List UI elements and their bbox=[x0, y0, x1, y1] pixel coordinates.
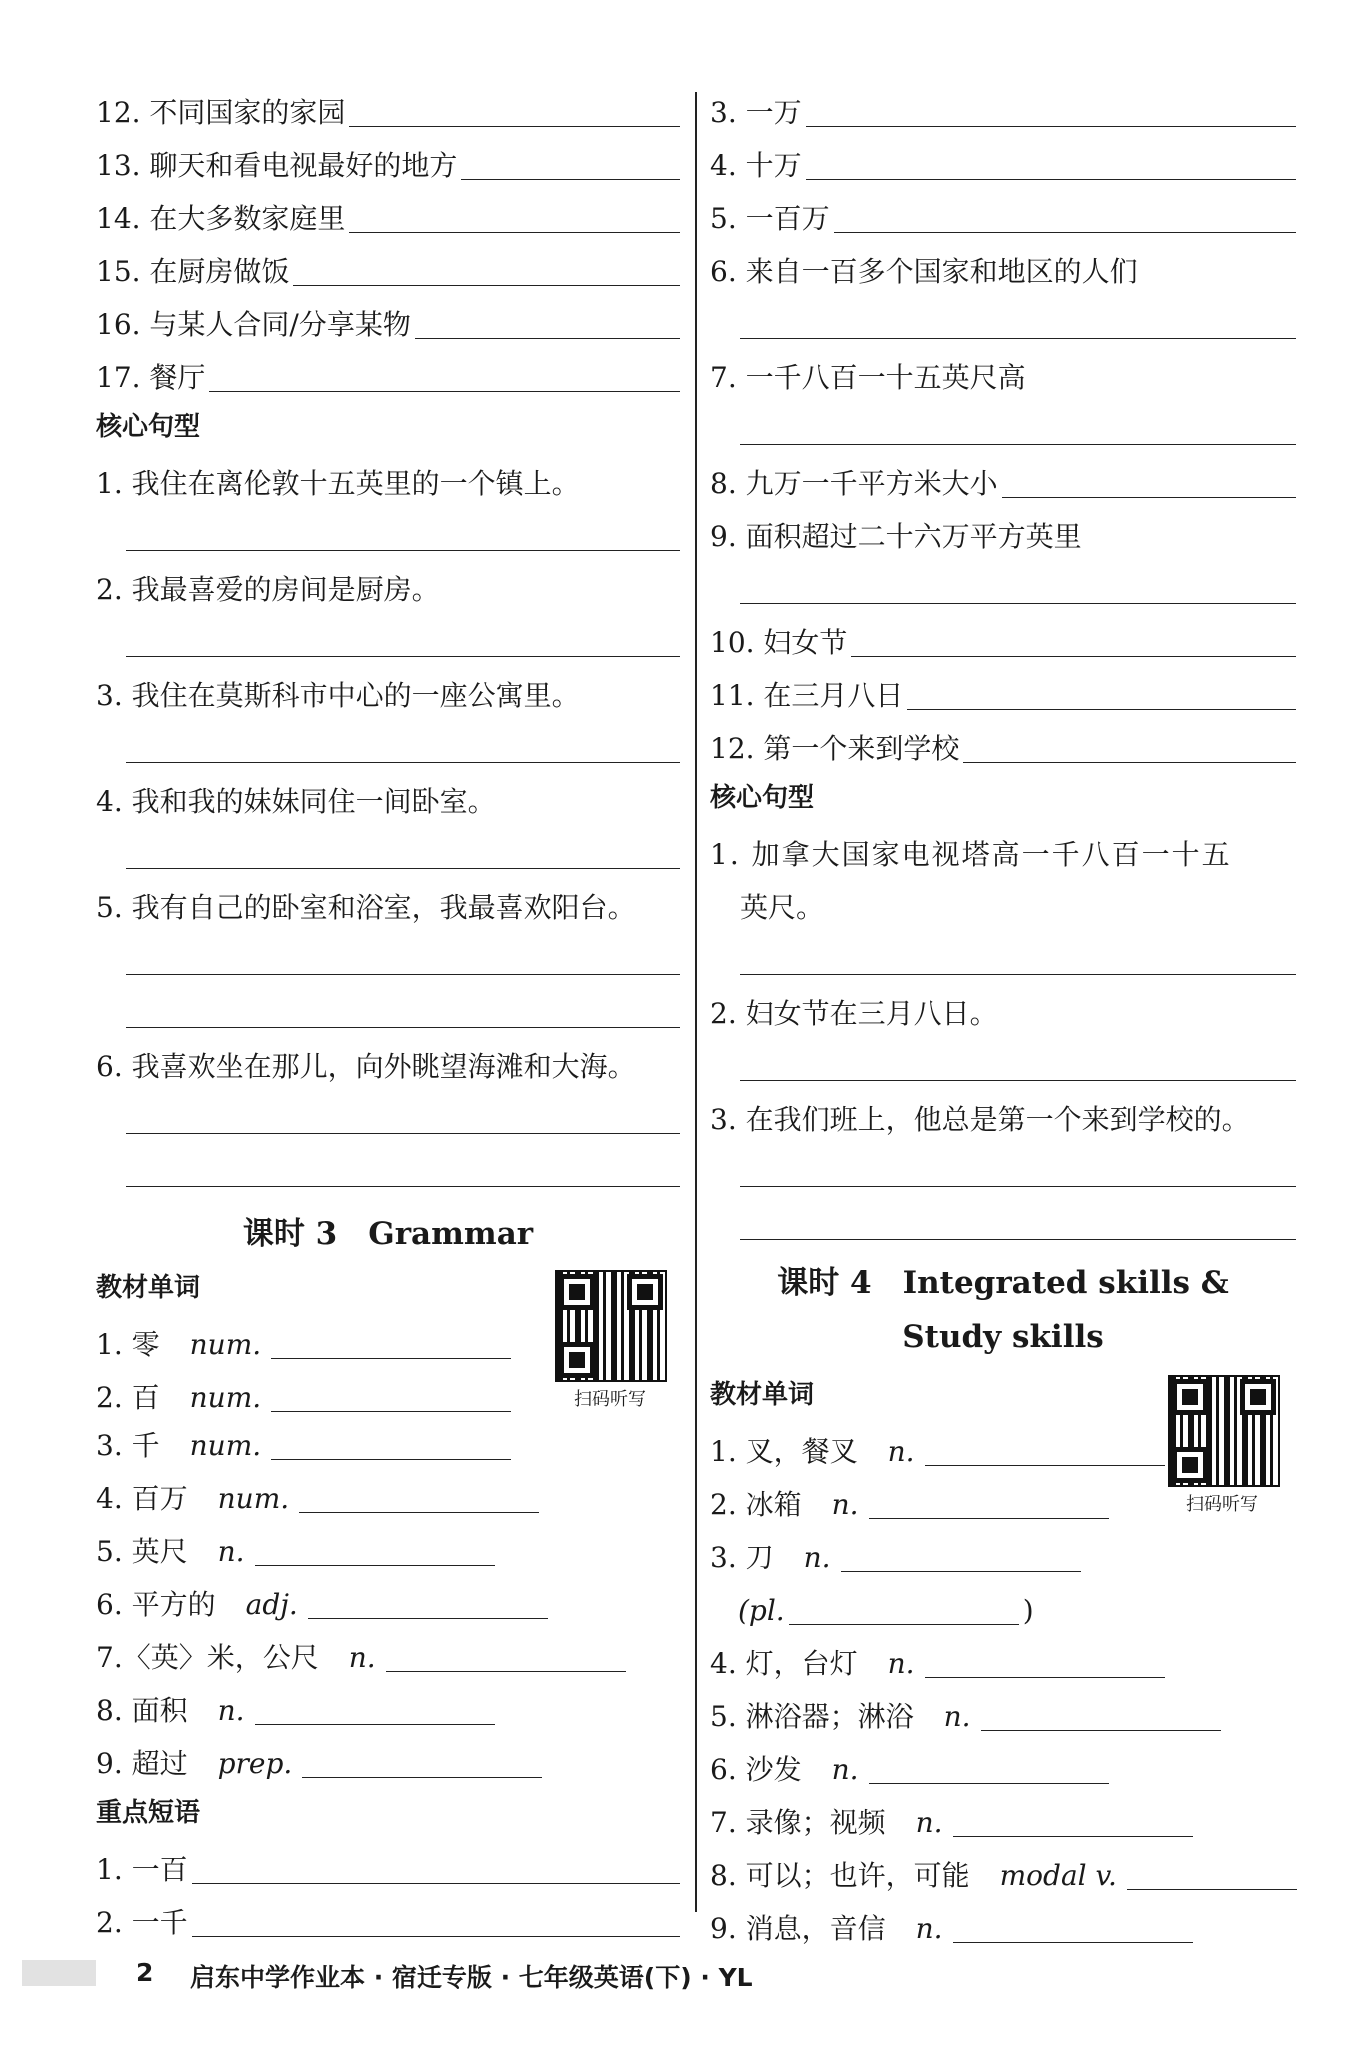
sentence-item: 1. 我住在离伦敦十五英里的一个镇上。 bbox=[96, 467, 580, 500]
answer-line[interactable] bbox=[925, 1464, 1165, 1466]
phrase-item: 9. 面积超过二十六万平方英里 bbox=[710, 520, 1082, 553]
answer-line[interactable] bbox=[925, 1676, 1165, 1678]
word-item: 5. 淋浴器；淋浴 n. bbox=[710, 1684, 1296, 1737]
answer-line[interactable] bbox=[851, 655, 1296, 657]
answer-line[interactable] bbox=[308, 1617, 548, 1619]
answer-line[interactable] bbox=[1002, 496, 1296, 498]
answer-line[interactable] bbox=[126, 1026, 680, 1028]
answer-line[interactable] bbox=[963, 761, 1296, 763]
answer-line[interactable] bbox=[126, 973, 680, 975]
answer-line[interactable] bbox=[271, 1410, 511, 1412]
answer-line[interactable] bbox=[740, 1238, 1296, 1240]
qr-caption: 扫码听写 bbox=[574, 1389, 646, 1410]
word-item: 2. 冰箱 n. bbox=[710, 1472, 1296, 1525]
qr-code-icon[interactable] bbox=[555, 1270, 667, 1382]
answer-line[interactable] bbox=[192, 1935, 680, 1937]
answer-line[interactable] bbox=[1127, 1888, 1297, 1890]
qr-caption: 扫码听写 bbox=[1186, 1494, 1258, 1515]
section-heading-words: 教材单词 bbox=[710, 1380, 815, 1410]
word-item: 7.〈英〉米，公尺 n. bbox=[96, 1625, 680, 1678]
right-column bbox=[710, 80, 1296, 1949]
word-item: 1. 零 num. bbox=[96, 1312, 680, 1365]
answer-line[interactable] bbox=[740, 337, 1296, 339]
sentence-continuation: 英尺。 bbox=[740, 891, 825, 924]
sentence-item: 6. 我喜欢坐在那儿，向外眺望海滩和大海。 bbox=[96, 1050, 636, 1083]
lesson-4-title: 课时 4 Integrated skills & bbox=[777, 1264, 1229, 1301]
plural-item: (pl. ) bbox=[738, 1594, 1034, 1627]
answer-line[interactable] bbox=[953, 1941, 1193, 1943]
answer-line[interactable] bbox=[740, 443, 1296, 445]
phrase-item: 12. 第一个来到学校 bbox=[710, 716, 1296, 769]
word-item: 3. 千 num. bbox=[96, 1418, 680, 1466]
phrase-item: 17. 餐厅 bbox=[96, 345, 680, 398]
sentence-item: 3. 在我们班上，他总是第一个来到学校的。 bbox=[710, 1103, 1250, 1136]
answer-line[interactable] bbox=[271, 1458, 511, 1460]
answer-line[interactable] bbox=[299, 1511, 539, 1513]
answer-line[interactable] bbox=[126, 867, 680, 869]
answer-line[interactable] bbox=[461, 178, 680, 180]
word-item: 6. 沙发 n. bbox=[710, 1737, 1296, 1790]
answer-line[interactable] bbox=[271, 1357, 511, 1359]
answer-line[interactable] bbox=[293, 284, 680, 286]
section-heading-phrases: 重点短语 bbox=[96, 1798, 201, 1828]
answer-line[interactable] bbox=[192, 1882, 680, 1884]
answer-line[interactable] bbox=[126, 549, 680, 551]
phrase-item: 15. 在厨房做饭 bbox=[96, 239, 680, 292]
answer-line[interactable] bbox=[841, 1570, 1081, 1572]
footer-decoration bbox=[22, 1960, 96, 1986]
word-item: 1. 叉，餐叉 n. bbox=[710, 1419, 1296, 1472]
phrase-item: 11. 在三月八日 bbox=[710, 663, 1296, 716]
left-column bbox=[96, 80, 680, 1943]
section-heading-sentences: 核心句型 bbox=[96, 412, 201, 442]
phrase-item: 1. 一百 bbox=[96, 1837, 680, 1890]
phrase-item: 3. 一万 bbox=[710, 80, 1296, 133]
lesson-3-title: 课时 3 Grammar bbox=[242, 1215, 534, 1252]
sentence-item: 4. 我和我的妹妹同住一间卧室。 bbox=[96, 785, 496, 818]
word-item: 5. 英尺 n. bbox=[96, 1519, 680, 1572]
answer-line[interactable] bbox=[349, 231, 680, 233]
sentence-item: 5. 我有自己的卧室和浴室，我最喜欢阳台。 bbox=[96, 891, 636, 924]
word-item: 7. 录像；视频 n. bbox=[710, 1790, 1296, 1843]
word-item: 6. 平方的 adj. bbox=[96, 1572, 680, 1625]
answer-line[interactable] bbox=[953, 1835, 1193, 1837]
section-heading-sentences: 核心句型 bbox=[710, 783, 815, 813]
page-footer bbox=[0, 1956, 1350, 1996]
answer-line[interactable] bbox=[740, 973, 1296, 975]
answer-line[interactable] bbox=[302, 1776, 542, 1778]
word-item: 4. 灯，台灯 n. bbox=[710, 1631, 1296, 1684]
phrase-item: 6. 来自一百多个国家和地区的人们 bbox=[710, 255, 1138, 288]
answer-line[interactable] bbox=[126, 761, 680, 763]
column-divider bbox=[695, 92, 697, 1912]
sentence-item: 1. 加拿大国家电视塔高一千八百一十五 bbox=[710, 838, 1232, 871]
answer-line[interactable] bbox=[255, 1723, 495, 1725]
answer-line[interactable] bbox=[126, 1185, 680, 1187]
answer-line[interactable] bbox=[386, 1670, 626, 1672]
phrase-item: 13. 聊天和看电视最好的地方 bbox=[96, 133, 680, 186]
phrase-item: 16. 与某人合同/分享某物 bbox=[96, 292, 680, 345]
word-item: 4. 百万 num. bbox=[96, 1466, 680, 1519]
answer-line[interactable] bbox=[740, 602, 1296, 604]
word-item: 9. 超过 prep. bbox=[96, 1731, 680, 1784]
answer-line[interactable] bbox=[740, 1185, 1296, 1187]
answer-line[interactable] bbox=[740, 1079, 1296, 1081]
qr-code-icon[interactable] bbox=[1168, 1375, 1280, 1487]
phrase-item: 14. 在大多数家庭里 bbox=[96, 186, 680, 239]
phrase-item: 7. 一千八百一十五英尺高 bbox=[710, 361, 1026, 394]
answer-line[interactable] bbox=[255, 1564, 495, 1566]
section-heading-words: 教材单词 bbox=[96, 1273, 201, 1303]
phrase-item: 10. 妇女节 bbox=[710, 610, 1296, 663]
answer-line[interactable] bbox=[126, 1132, 680, 1134]
word-item: 2. 百 num. bbox=[96, 1365, 680, 1418]
word-item: 8. 可以；也许，可能 modal v. bbox=[710, 1843, 1296, 1896]
sentence-item: 2. 妇女节在三月八日。 bbox=[710, 997, 998, 1030]
page-number: 2 bbox=[136, 1958, 154, 1987]
phrase-item: 8. 九万一千平方米大小 bbox=[710, 451, 1296, 504]
answer-line[interactable] bbox=[806, 125, 1296, 127]
answer-line[interactable] bbox=[869, 1782, 1109, 1784]
sentence-item: 2. 我最喜爱的房间是厨房。 bbox=[96, 573, 440, 606]
word-item: 3. 刀 n. bbox=[710, 1525, 1296, 1578]
lesson-4-subtitle: Study skills bbox=[902, 1319, 1104, 1355]
answer-line[interactable] bbox=[209, 390, 680, 392]
word-item: 9. 消息，音信 n. bbox=[710, 1896, 1296, 1949]
answer-line[interactable] bbox=[907, 708, 1296, 710]
answer-line[interactable] bbox=[869, 1517, 1109, 1519]
phrase-item: 5. 一百万 bbox=[710, 186, 1296, 239]
answer-line[interactable] bbox=[126, 655, 680, 657]
answer-line[interactable] bbox=[349, 125, 680, 127]
phrase-item: 4. 十万 bbox=[710, 133, 1296, 186]
answer-line[interactable] bbox=[834, 231, 1296, 233]
answer-line[interactable] bbox=[981, 1729, 1221, 1731]
phrase-item: 12. 不同国家的家园 bbox=[96, 80, 680, 133]
sentence-item: 3. 我住在莫斯科市中心的一座公寓里。 bbox=[96, 679, 580, 712]
answer-line[interactable] bbox=[806, 178, 1296, 180]
answer-line[interactable] bbox=[415, 337, 680, 339]
answer-line[interactable] bbox=[789, 1623, 1019, 1625]
phrase-item: 2. 一千 bbox=[96, 1890, 680, 1943]
footer-text: 启东中学作业本 · 宿迁专版 · 七年级英语(下) · YL bbox=[190, 1963, 753, 1992]
word-item: 8. 面积 n. bbox=[96, 1678, 680, 1731]
